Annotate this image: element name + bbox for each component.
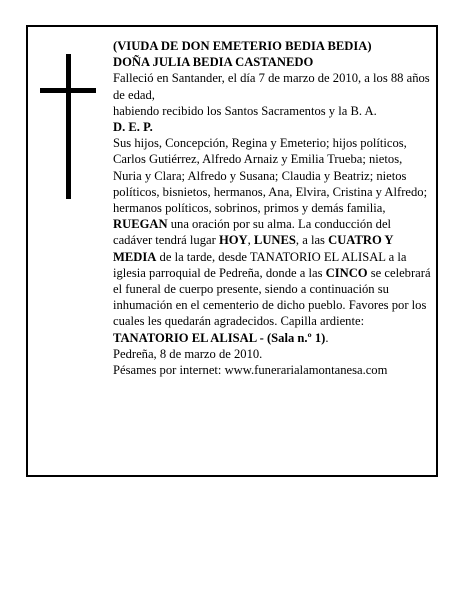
- widow-of-line: (VIUDA DE DON EMETERIO BEDIA BEDIA): [113, 39, 372, 53]
- cross-icon: [40, 54, 96, 199]
- cross-horizontal-bar: [40, 88, 96, 93]
- condolences-line: Pésames por internet: www.funerarialamontanesa.com: [113, 363, 388, 378]
- obituary-notice: [26, 25, 438, 477]
- death-line: Falleció en Santander, el día 7 de marzo de 2010, a los 88 años de edad,: [113, 71, 430, 102]
- request-text-2: ,: [247, 233, 254, 248]
- request-text-5: se celebrará el funeral de cuerpo presente, siendo a continuación su inhumación en el cementerio de dicho pueblo. Favores por los cuales les quedarán agradecidos. Capilla ardiente:: [113, 265, 431, 329]
- deceased-name: DOÑA JULIA BEDIA CASTANEDO: [113, 55, 314, 70]
- chapel-text: TANATORIO EL ALISAL - (Sala n.º 1): [113, 330, 326, 345]
- ruegan-word: RUEGAN: [113, 217, 168, 232]
- request-text-4: de la tarde, desde TANATORIO EL ALISAL a la iglesia parroquial de Pedreña, donde a las: [113, 249, 407, 280]
- hour-text: CUATRO Y MEDIA: [113, 233, 394, 264]
- lunes-word: LUNES: [253, 233, 296, 248]
- notice-text: [113, 38, 433, 378]
- family-paragraph: Sus hijos, Concepción, Regina y Emeterio; hijos políticos, Carlos Gutiérrez, Alfredo Arnaiz y Emilia Trueba; nietos, Nuria y Clara; Alfredo y Susana; Claudia y Beatriz; nietos políticos, bisnietos, hermanos, Ana, Elvira, Cristina y Alfredo; hermanos políticos, sobrinos, primos y demás familia,: [113, 136, 428, 216]
- cross-vertical-bar: [66, 54, 71, 199]
- request-text-1: una oración por su alma. La conducción del cadáver tendrá lugar: [113, 217, 392, 248]
- request-paragraph: [113, 216, 433, 346]
- dep-line: D. E. P.: [113, 120, 153, 135]
- place-date-line: Pedreña, 8 de marzo de 2010.: [113, 346, 263, 361]
- sacraments-line: habiendo recibido los Santos Sacramentos y la B. A.: [113, 103, 377, 118]
- request-text-3: , a las: [295, 233, 329, 248]
- cinco-word: CINCO: [325, 265, 368, 280]
- hoy-word: HOY: [218, 233, 248, 248]
- request-text-6: .: [325, 330, 329, 345]
